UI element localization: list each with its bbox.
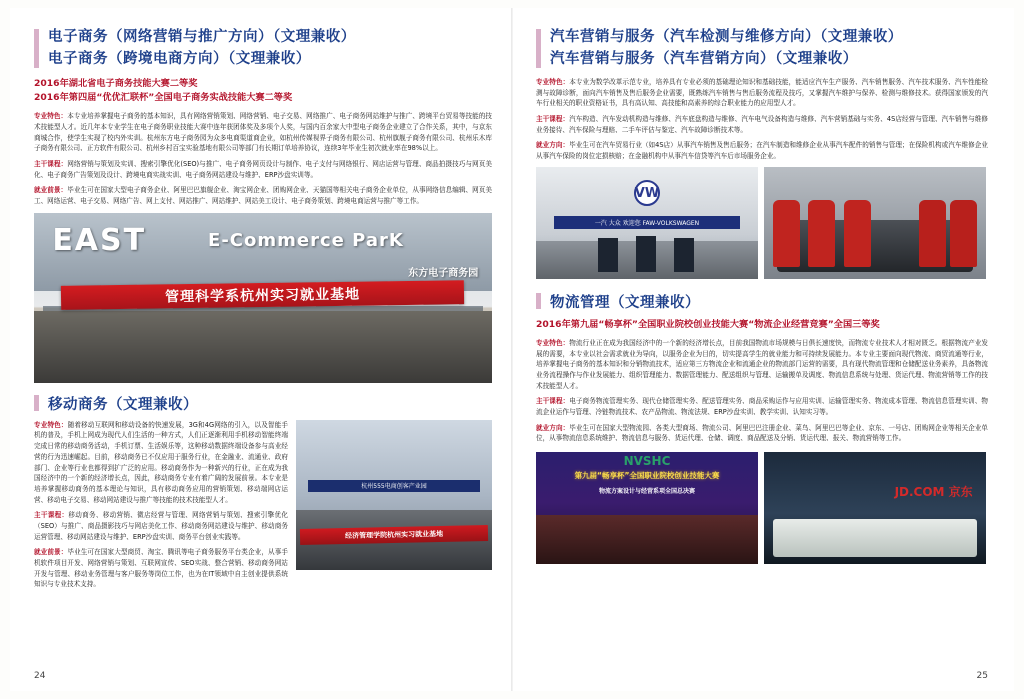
photo-crowd (34, 311, 492, 382)
photo-person (844, 200, 871, 267)
heading-bar (536, 29, 541, 68)
auto-paragraph-feature (536, 77, 988, 109)
text-jobs: 毕业生可在国家大型物流园、各类大型商场、物流公司、阿里巴巴注册企业、菜鸟、阿里巴巴等企业、京东、一号店、团购网企业等相关企业单位，从事物流信息系统维护、物流信息与服务、货运代理、仓储、调度、商品配送及分销、货运代理、报关、物流营销等工作。 (536, 423, 989, 443)
vw-showroom-strip: 一汽 大众 欢迎您 FAW-VOLKSWAGEN (554, 216, 741, 229)
text-feature: 随着移动互联网和移动设备的快速发展，3G和4G网络的引入，以及智能手机的普及，手机上网成为现代人们生活的一种方式，人们正逐渐利用手机移动智能终端完成日常的移动商务活动，手机订票、生活娱乐等，这种移动数据终端设备参与高业经营的行为迅速崛起。目前，移动商务已不仅应用于服务行业，在金融业、流通业、政府部门、企业等行业也都得到扩广泛的应用。移动商务作为一种新兴的行业，正在成为我国经济中的一个新的经济增长点，因此，移动商务专业有着广阔的发展前景。本专业是培养掌握移动商务的基本理论与知识，具有移动商务应用的营销策划、移动端网店运营、移动电子交易、移动网站建设与推广等技能的技术技能型人才。 (34, 420, 288, 504)
photo-person (636, 236, 656, 272)
ecommerce-paragraph-jobs (34, 185, 492, 206)
mobile-photo-wrap (296, 420, 492, 570)
text-feature: 物流行业正在成为我国经济中的一个新的经济增长点，目前我国物流市场规模与日俱长速度快，而物流专业技术人才相对匮乏。根据物流产业发展的需要，本专业以社会需求就业为导向，以服务企业为目的，切实提高学生的就业能力和可持续发展能力。本专业主要面向现代物流、商贸流通等行业，培养掌握电子商务的基本知识和分销物流技术，适应第三方物流企业和流通企业的物流部门运营的需要，具有现代物流管理和仓储配送业务素养，具备物流业务流程操作与作业发展能力、组织管理能力、数据管理能力、配送组织与管理、运输搬单及调度、物流信息系统与处理、货运代理、物流营销等工作的技术技能型人才。 (536, 338, 989, 390)
photo-person (808, 200, 835, 267)
ecommerce-heading (34, 26, 492, 71)
park-name-en: EAST (52, 223, 147, 258)
label-feature: 专业特色： (34, 420, 68, 429)
auto-paragraph-courses (536, 114, 988, 135)
jd-logo-icon: JD.COM 京东 (894, 485, 973, 500)
text-jobs: 毕业生可在国家大型电子商务企业、阿里巴巴旗舰企业、淘宝网企业、团购网企业、天猫国等相关电子商务企业单位，从事网络信息编辑、网页美工、网络运营、电子交易、网络广告、网上支付、网站推广、网站维护、网站美工设计、电子商务策划、跨境电商运营与推广等工作。 (34, 186, 493, 206)
campus-sign: 杭州555电商创客产业园 (308, 480, 481, 492)
text-courses: 电子商务物流管理实务、现代仓储管理实务、配送管理实务、商品采购运作与应用实训、运输管理实务、物流成本管理、物流信息管理实训、物流企业运作与管理、冷链物流技术、农产品物流、物流法规、ERP沙盘实训、教学实训、认知实习等。 (536, 397, 989, 416)
ecommerce-paragraph-feature (34, 111, 492, 154)
photo-person (598, 238, 618, 272)
right-page (512, 8, 1014, 691)
logistics-awards (536, 318, 988, 332)
ecommerce-park-photo (34, 213, 492, 383)
heading-bar (536, 293, 541, 309)
logistics-photo-row (536, 452, 988, 564)
label-feature: 专业特色： (34, 112, 68, 121)
label-courses: 主干课程： (34, 160, 68, 169)
label-jobs: 就业方向： (536, 141, 570, 150)
text-courses: 移动商务、移动营销、微店经营与管理、网络营销与策划、搜索引擎优化（SEO）与推广、商品摄影技巧与网店美化工作、移动商务网站建设与维护、移动商务运营管理、移动网站建设与维护、ERP沙盘实训、商务平台创业实践等。 (34, 511, 289, 541)
campus-555-photo (296, 420, 492, 570)
logistics-award-1: 2016年第九届“畅享杯”全国职业院校创业技能大赛“物流企业经营竞赛”全国三等奖 (536, 318, 880, 330)
park-sub-en: E-Commerce ParK (208, 229, 404, 251)
auto-heading (536, 26, 988, 71)
left-page (10, 8, 512, 691)
auto-paragraph-jobs (536, 140, 988, 161)
logistics-heading-text: 物流管理（文理兼收） (550, 294, 700, 311)
auto-heading-line-2: 汽车营销与服务（汽车营销方向）（文理兼收） (550, 51, 858, 68)
park-name-cn: 东方电子商务园 (408, 267, 479, 279)
text-jobs: 毕业生可在汽车贸易行业（如4S店）从事汽车销售及售后服务；在汽车制造和维修企业从事汽车配件的销售与管理；在保险机构或汽车维修企业从事汽车保险的岗位定损核赔；在金融机构中从事汽车信贷等汽车后市场服务企业。 (536, 141, 988, 160)
text-jobs: 毕业生可在国家大型商贸、淘宝、腾讯等电子商务服务平台类企业，从事手机软件项目开发、网络营销与策划、互联网宣传、SEO实战、整合营销、移动商务网站开发与管理、移动业务管理与客户服务等岗位工作，也为在IT领域中自主创业提供系统知识与专业技术支持。 (34, 548, 289, 589)
vw-logo-icon: VW (634, 180, 660, 206)
left-page-number: 24 (34, 671, 46, 681)
right-page-number: 25 (976, 671, 988, 681)
auto-heading-line-1: 汽车营销与服务（汽车检测与维修方向）（文理兼收） (550, 29, 903, 45)
logistics-paragraph-feature (536, 338, 988, 391)
park-banner: 管理科学系杭州实习就业基地 (61, 280, 464, 310)
photo-person (773, 200, 800, 267)
label-feature: 专业特色： (536, 338, 570, 347)
ecommerce-awards (34, 77, 492, 106)
auto-photo-row (536, 167, 988, 279)
label-jobs: 就业前景： (34, 186, 68, 195)
photo-counter (773, 519, 977, 557)
mobile-heading-text: 移动商务（文理兼收） (48, 396, 198, 413)
label-courses: 主干课程： (536, 114, 570, 123)
label-courses: 主干课程： (536, 397, 570, 406)
ecommerce-award-1: 2016年湖北省电子商务技能大赛二等奖 (34, 77, 198, 89)
photo-person (919, 200, 946, 267)
ecommerce-heading-line-2: 电子商务（跨境电商方向）（文理兼收） (48, 51, 311, 68)
label-jobs: 就业方向： (536, 423, 570, 432)
stage-subtitle: 物流方案设计与经营系项全国总决赛 (598, 487, 695, 495)
label-feature: 专业特色： (536, 77, 570, 86)
competition-stage-photo (536, 452, 758, 564)
text-courses: 网络营销与策划及实训、搜索引擎优化(SEO)与推广、电子商务网页设计与制作、电子支付与网络银行、网店运营与管理、商品拍摄技巧与网页美化、电子商务广告策划及设计、跨境电商实战实训、电子商务网站建设与维护、ERP沙盘实训等。 (34, 160, 492, 179)
heading-bar (34, 395, 39, 411)
ecommerce-award-2: 2016年第四届“优优汇联杯”全国电子商务实战技能大赛二等奖 (34, 92, 293, 104)
label-jobs: 就业前景： (34, 548, 68, 557)
ecommerce-heading-line-1: 电子商务（网络营销与推广方向）（文理兼收） (48, 29, 356, 45)
auto-garage-photo (764, 167, 986, 279)
heading-bar (34, 29, 39, 68)
logistics-paragraph-jobs (536, 423, 988, 444)
mobile-heading (34, 393, 492, 414)
text-courses: 汽车构造、汽车发动机构造与维修、汽车底盘构造与维修、汽车电气设备构造与维修、汽车营销基础与实务、4S店经营与管理、汽车销售与维修业务接待、汽车保险与理赔、二手车评估与鉴定、汽车故障诊断技术等。 (536, 114, 988, 134)
competition-logo-icon: NVSHC (623, 454, 671, 469)
ecommerce-paragraph-courses (34, 159, 492, 180)
photo-person (950, 200, 977, 267)
photo-people (536, 515, 758, 564)
stage-title: 第九届“畅享杯”全国职业院校创业技能大赛 (574, 470, 720, 480)
text-feature: 本专业培养掌握电子商务的基本知识，具有网络营销策划、网络营销、电子交易、网络推广、电子商务网站维护与推广、跨境平台贸易等技能的技术技能型人才。近几年本专业学生在电子商务职业技能大赛中连年获团体奖及多项个人奖，与国内百余家大中型电子商务企业建立了合作关系，其中，与京东商城合作，使学生实现了校内外实训。杭州东方电子商务园为众多电商渠道商企业，如杭州传媒视界子商务有限公司、杭州旗舰子商务有限公司、杭州乐木库子商务有限公司、正方软件有限公司、杭州乡村百宝实验基地有限公司等部门有长期订单培养协议，连续3年毕业生初次就业率在98%以上。 (34, 112, 493, 153)
vw-showroom-photo (536, 167, 758, 279)
spread (10, 8, 1014, 691)
jd-warehouse-photo (764, 452, 986, 564)
campus-banner: 经济管理学院杭州实习就业基地 (300, 525, 488, 545)
photo-person (674, 238, 694, 272)
logistics-heading (536, 291, 988, 312)
label-courses: 主干课程： (34, 511, 69, 520)
text-feature: 本专业为数学改革示范专业，培养具有专业必须的基础理论知识和基础技能，能适应汽车生产服务、汽车销售服务、汽车技术服务、汽车性能检测与故障诊断，面向汽车销售及售后服务企业需要，既熟练汽车销售与售后服务流程及技巧，又掌握汽车维护与保养、检测与维修技术。获得国家颁发的汽车行业相关的职业资格证书，具有高认知、高技能和高素养的综合职业能力的应用型人才。 (536, 77, 989, 108)
logistics-paragraph-courses (536, 396, 988, 417)
